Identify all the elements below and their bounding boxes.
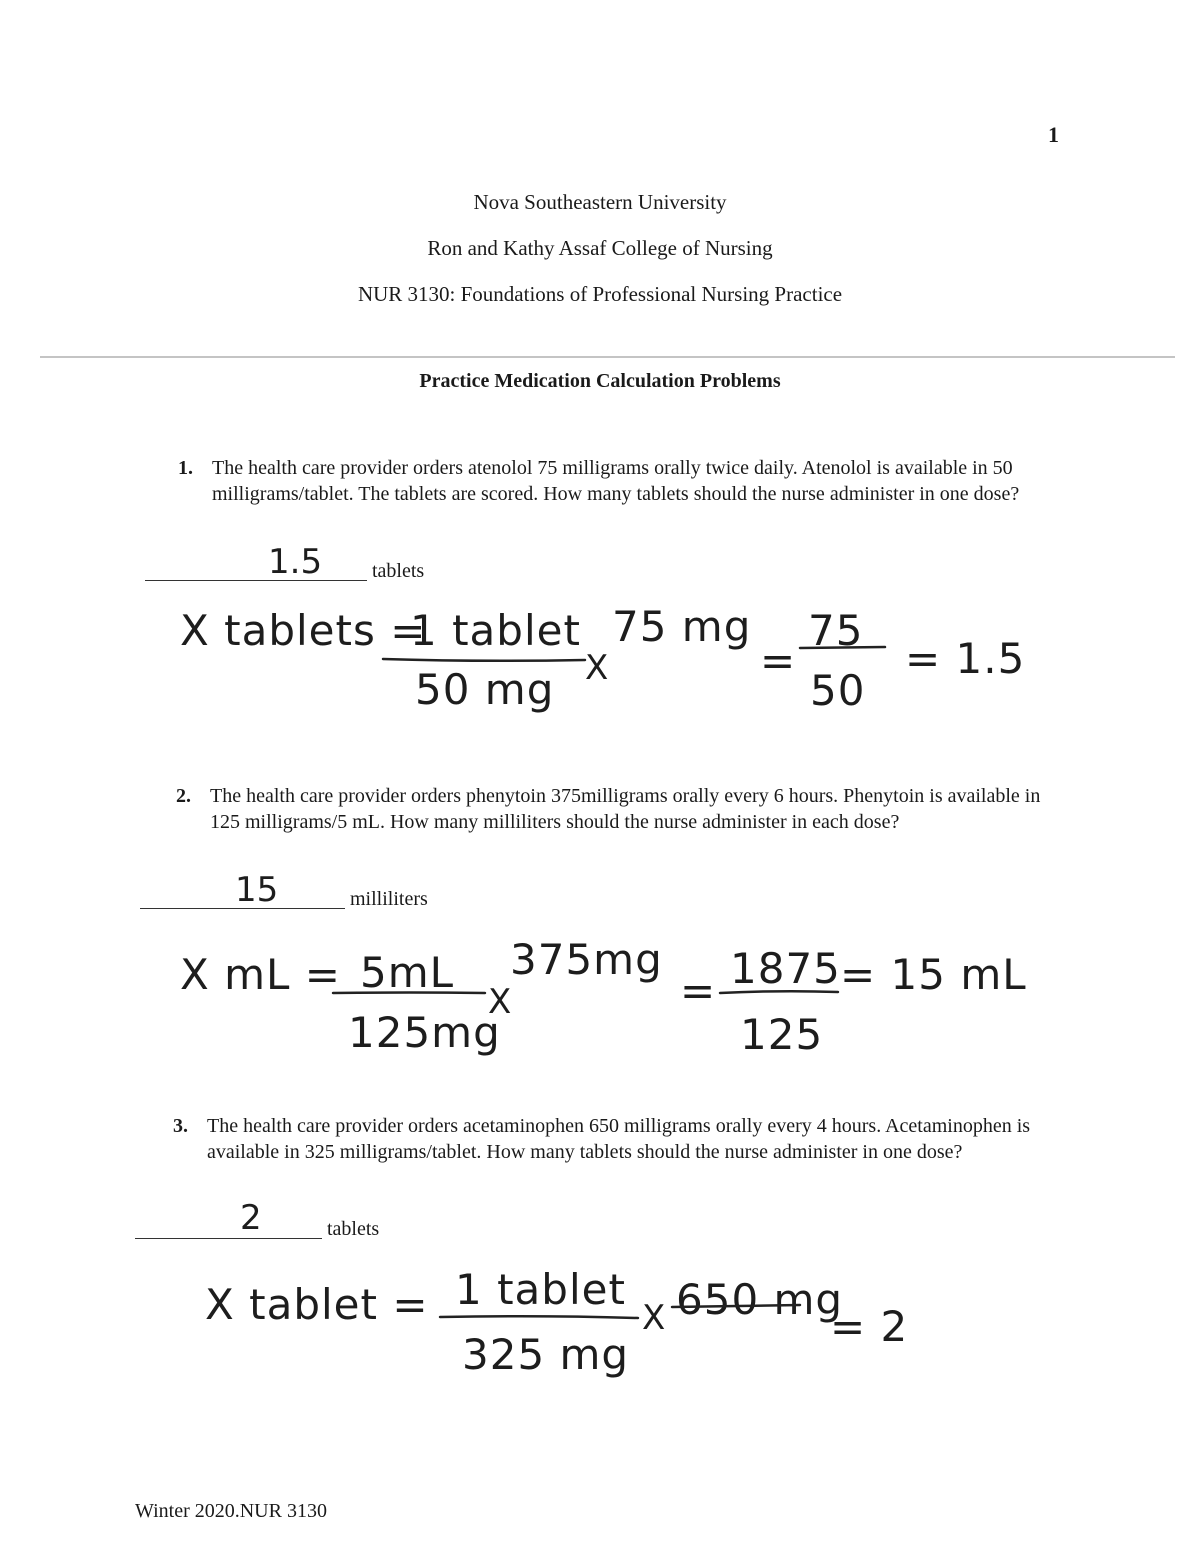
college-name: Ron and Kathy Assaf College of Nursing xyxy=(427,236,773,260)
document-title: Practice Medication Calculation Problems xyxy=(419,370,781,392)
work-2-lhs: X mL = xyxy=(180,950,341,999)
answer-unit-2: milliliters xyxy=(350,888,428,910)
handwritten-answer-1: 1.5 xyxy=(268,542,323,582)
work-1-times: X xyxy=(585,648,610,688)
answer-line-3[interactable] xyxy=(135,1238,322,1239)
work-2-times: X xyxy=(488,982,513,1022)
question-number: 3. xyxy=(173,1115,188,1137)
page-number: 1 xyxy=(1048,122,1059,147)
work-3-denominator: 325 mg xyxy=(462,1330,630,1379)
question-number: 2. xyxy=(176,785,191,807)
question-1 xyxy=(178,455,1032,507)
question-text: The health care provider orders phenytoin 375milligrams orally every 6 hours. Phenytoin is available in 125 milligrams/5 mL. How many milliliters should the nurse administer in each dose? xyxy=(210,785,1041,833)
handwritten-answer-3: 2 xyxy=(240,1198,262,1238)
work-1-numerator: 1 tablet xyxy=(410,606,581,655)
work-1-result: = 1.5 xyxy=(905,634,1026,683)
work-2-multiplier: 375mg xyxy=(510,935,663,984)
answer-unit-1: tablets xyxy=(372,560,425,582)
answer-unit-3: tablets xyxy=(327,1218,380,1240)
work-3-multiplier: 650 mg xyxy=(676,1275,844,1324)
fraction-bar-3a xyxy=(440,1316,638,1318)
work-2-fraction-numerator: 1875 xyxy=(730,944,841,993)
handwritten-answer-2: 15 xyxy=(235,870,279,910)
question-text: The health care provider orders atenolol 75 milligrams orally twice daily. Atenolol is available in 50 milligrams/tablet. The tablets are scored. How many tablets should the nurse administer in one dose? xyxy=(212,457,1020,505)
work-1-multiplier: 75 mg xyxy=(612,602,752,651)
work-1-equals: = xyxy=(760,636,797,685)
work-2-result: = 15 mL xyxy=(840,950,1027,999)
work-1-denominator: 50 mg xyxy=(415,665,555,714)
question-2 xyxy=(176,783,1060,835)
work-3-times: X xyxy=(642,1298,667,1338)
work-2-fraction-denominator: 125 xyxy=(740,1010,824,1059)
question-3 xyxy=(173,1113,1057,1165)
answer-line-1[interactable] xyxy=(145,580,367,581)
work-1-fraction-numerator: 75 xyxy=(808,606,864,655)
question-text: The health care provider orders acetaminophen 650 milligrams orally every 4 hours. Acetaminophen is available in 325 milligrams/tablet. How many tablets should the nurse administer in one dose? xyxy=(207,1115,1031,1163)
question-number: 1. xyxy=(178,457,193,479)
header-divider xyxy=(40,356,1175,358)
work-3-lhs: X tablet = xyxy=(205,1280,429,1329)
work-1-lhs: X tablets = xyxy=(180,606,427,655)
footer-text: Winter 2020.NUR 3130 xyxy=(135,1500,327,1522)
work-1-fraction-denominator: 50 xyxy=(810,666,866,715)
work-2-numerator: 5mL xyxy=(360,948,455,997)
fraction-bar-1a xyxy=(383,659,585,661)
course-title: NUR 3130: Foundations of Professional Nursing Practice xyxy=(357,282,843,306)
work-3-numerator: 1 tablet xyxy=(455,1265,626,1314)
work-2-denominator: 125mg xyxy=(348,1008,501,1057)
work-3-result: = 2 xyxy=(830,1302,909,1351)
university-name: Nova Southeastern University xyxy=(473,190,727,214)
work-2-equals: = xyxy=(680,966,717,1015)
